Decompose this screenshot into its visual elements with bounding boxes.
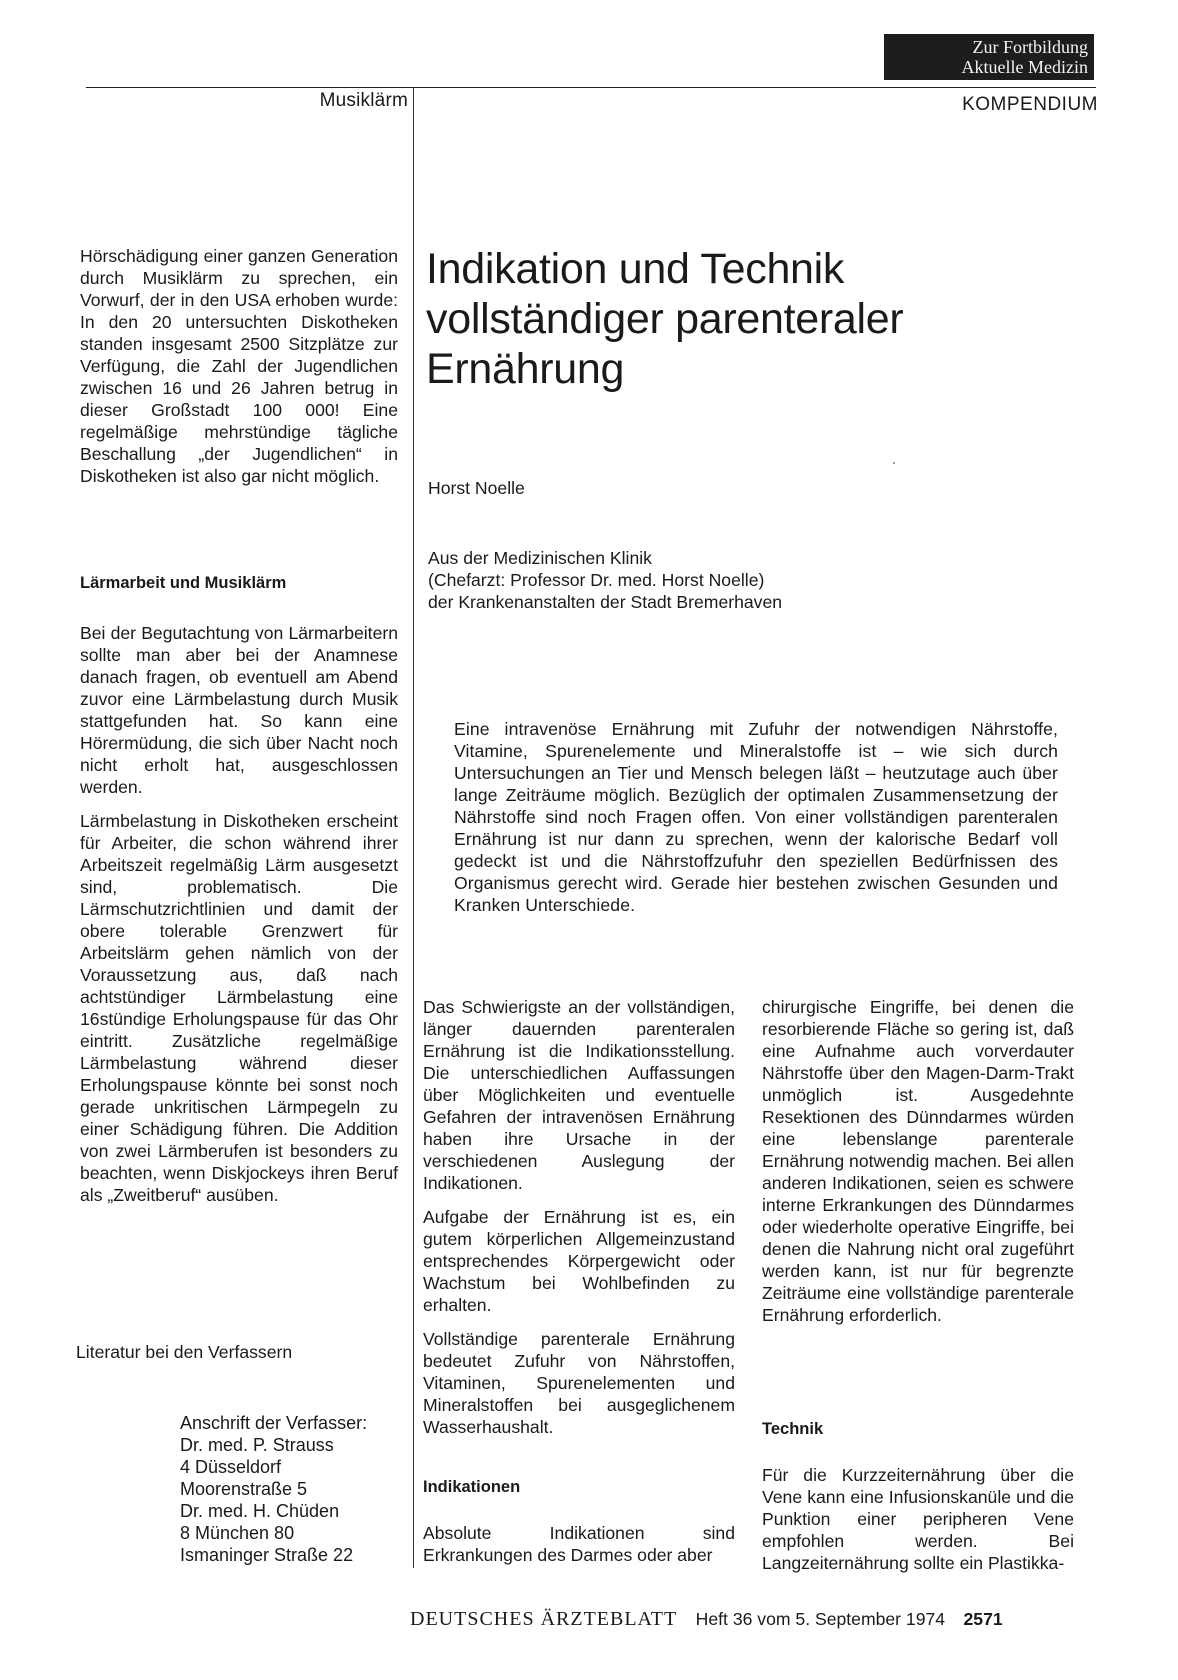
middle-column-lower [423, 1476, 735, 1498]
article-abstract: Eine intravenöse Ernährung mit Zufuhr der notwendigen Nährstoffe, Vitamine, Spurenelemente und Mineralstoffe ist – wie sich durch Untersuchungen an Tier und Mensch belegen läßt – heutzutage auch über lange Zeiträume möglich. Bezüglich der optimalen Zusammensetzung der Nährstoffe sind noch Fragen offen. Von einer vollständigen parenteralen Ernährung ist nur dann zu sprechen, wenn der kalorische Bedarf voll gedeckt ist und die Nährstoffzufuhr den speziellen Bedürfnissen des Organismus gerecht wird. Gerade hier bestehen zwischen Gesunden und Kranken Unterschiede. [454, 719, 1058, 915]
article-author: Horst Noelle [428, 478, 525, 498]
middle-paragraph-1: Das Schwierigste an der vollständigen, länger dauernden parenteralen Ernährung ist die Indikationsstellung. Die unterschiedlichen Auffassungen über Möglichkeiten und eventuelle Gefahren der intravenösen Ernährung haben ihre Ursache in der verschiedenen Auslegung der Indikationen. [423, 997, 735, 1193]
right-column [762, 996, 1074, 1338]
address-label: Anschrift der Verfasser: [180, 1413, 368, 1433]
left-column-block-1 [80, 245, 398, 499]
badge-line-1: Zur Fortbildung [972, 37, 1088, 57]
literature-note: Literatur bei den Verfassern [76, 1342, 293, 1362]
article-title: Indikation und Technik vollständiger parenteraler Ernährung [426, 245, 904, 393]
left-paragraph-2: Bei der Begutachtung von Lärmarbeitern sollte man aber bei der Anamnese danach fragen, ob eventuell am Abend zuvor eine Lärmbelastung durch Musik stattgefunden hat. So kann eine Hörermüdung, die sich über Nacht noch nicht erholt hat, ausgeschlossen werden. [80, 623, 398, 797]
affiliation-line-3: der Krankenanstalten der Stadt Bremerhaven [428, 592, 783, 612]
section-label-left: Musiklärm [319, 90, 408, 111]
journal-name: DEUTSCHES ÄRZTEBLATT [410, 1608, 678, 1630]
header-rule [86, 87, 1096, 88]
address-line: Dr. med. H. Chüden [180, 1501, 340, 1521]
address-line: Moorenstraße 5 [180, 1479, 308, 1499]
page-footer [410, 1608, 1003, 1631]
address-line: 4 Düsseldorf [180, 1457, 282, 1477]
badge-line-2: Aktuelle Medizin [961, 57, 1088, 77]
section-badge [884, 34, 1094, 80]
left-column-block-3 [80, 622, 398, 1218]
affiliation-line-1: Aus der Medizinischen Klinik [428, 548, 652, 568]
middle-column [423, 996, 735, 1450]
left-paragraph-3: Lärmbelastung in Diskotheken erscheint für Arbeiter, die schon während ihrer Arbeitszeit regelmäßig Lärm ausgesetzt sind, problematisch. Die Lärmschutzrichtlinien und damit der obere tolerable Grenzwert für Arbeitslärm gehen nämlich von der Voraussetzung aus, daß nach achtstündiger Lärmbelastung eine 16stündige Erholungspause für das Ohr eintritt. Zusätzliche regelmäßige Lärmbelastung während dieser Erholungspause könnte bei sonst noch gerade unkritischen Lärmpegeln zu einer Schädigung führen. Die Addition von zwei Lärmberufen ist besonders zu beachten, wenn Diskjockeys ihren Beruf als „Zweitberuf“ ausüben. [80, 811, 398, 1205]
affiliation-line-2: (Chefarzt: Professor Dr. med. Horst Noelle) [428, 570, 765, 590]
middle-paragraph-3: Vollständige parenterale Ernährung bedeutet Zufuhr von Nährstoffen, Vitaminen, Spurenelementen und Mineralstoffen bei ausgeglichenem Wasserhaushalt. [423, 1329, 735, 1437]
address-line: 8 München 80 [180, 1523, 295, 1543]
right-column-lower [762, 1418, 1074, 1440]
indikationen-heading: Indikationen [423, 1478, 521, 1496]
affiliation [428, 547, 782, 613]
right-paragraph-1: chirurgische Eingriffe, bei denen die resorbierende Fläche so gering ist, daß eine Aufnahme auch vorverdauter Nährstoffe über den Magen-Darm-Trakt unmöglich ist. Ausgedehnte Resektionen des Dünndarmes würden eine lebenslange parenterale Ernährung notwendig machen. Bei allen anderen Indikationen, seien es schwere interne Erkrankungen des Dünndarmes oder wiederholte operative Eingriffe, bei denen die Nahrung nicht oral zugeführt werden kann, ist nur für begrenzte Zeiträume eine vollständige parenterale Ernährung erforderlich. [762, 997, 1075, 1325]
page-number: 2571 [963, 1609, 1003, 1629]
middle-paragraph-4: Absolute Indikationen sind Erkrankungen des Darmes oder aber [423, 1523, 735, 1565]
issue-info: Heft 36 vom 5. September 1974 [695, 1609, 946, 1629]
right-column-bottom [762, 1464, 1074, 1586]
middle-paragraph-2: Aufgabe der Ernährung ist es, ein gutem körperlichen Allgemeinzustand entsprechendes Körpergewicht oder Wachstum bei Wohlbefinden zu erhalten. [423, 1207, 735, 1315]
left-column-block-2 [80, 572, 398, 594]
speck [893, 462, 895, 464]
middle-column-bottom [423, 1522, 735, 1578]
address-line: Ismaninger Straße 22 [180, 1545, 354, 1565]
column-divider [413, 88, 414, 1568]
right-paragraph-2: Für die Kurzzeiternährung über die Vene kann eine Infusionskanüle und die Punktion einer peripheren Vene empfohlen werden. Bei Langzeiternährung sollte ein Plastikka- [762, 1465, 1074, 1573]
left-heading: Lärmarbeit und Musiklärm [80, 574, 287, 592]
section-label-right: KOMPENDIUM [962, 94, 1098, 115]
author-address [180, 1412, 367, 1566]
address-line: Dr. med. P. Strauss [180, 1435, 334, 1455]
left-paragraph-1: Hörschädigung einer ganzen Generation durch Musiklärm zu sprechen, ein Vorwurf, der in den USA erhoben wurde: In den 20 untersuchten Diskotheken standen insgesamt 2500 Sitzplätze zur Verfügung, die Zahl der Jugendlichen zwischen 16 und 26 Jahren betrug in dieser Großstadt 100 000! Eine regelmäßige mehrstündige tägliche Beschallung „der Jugendlichen“ in Diskotheken ist also gar nicht möglich. [80, 246, 398, 486]
technik-heading: Technik [762, 1420, 824, 1438]
